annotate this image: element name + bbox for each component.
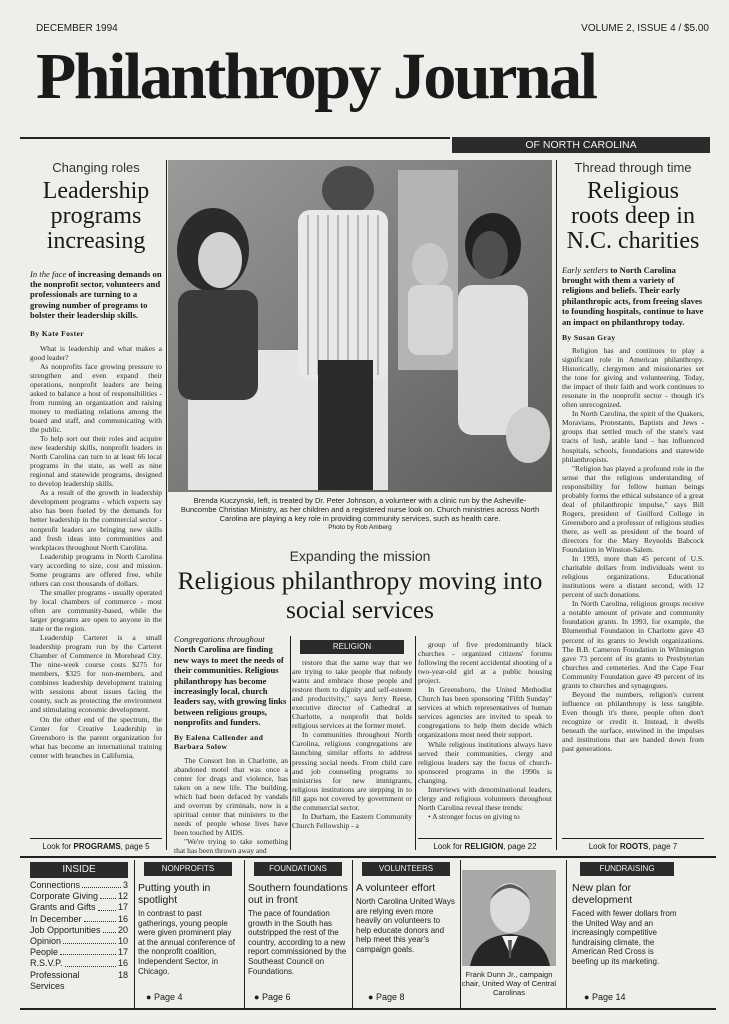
index-page: 16 bbox=[117, 958, 128, 969]
teaser-page[interactable]: ● Page 8 bbox=[368, 992, 405, 1002]
left-paragraph: The smaller programs - usually operated by local chambers of commerce - most often are community-based, while the larger programs are open to anyone in the state or the region. bbox=[30, 587, 162, 634]
teaser-tag: FUNDRAISING bbox=[580, 862, 674, 876]
left-story bbox=[30, 160, 162, 784]
index-page: 20 bbox=[117, 924, 128, 935]
index-label: R.S.V.P. bbox=[30, 958, 63, 969]
right-jump bbox=[562, 838, 704, 851]
index-item[interactable] bbox=[30, 936, 128, 947]
right-paragraph: In 1993, more than 45 percent of U.S. charitable dollars from individuals went to religious organizations. Educational institutions were a distant second, with 12 percent of such donations. bbox=[562, 554, 704, 600]
left-paragraph: As nonprofits face growing pressure to strengthen and even expand their operations, nonprofit leaders are being asked to balance a host of responsibilities - from running an organization and raising money to mediating relations among the board and staff, and communicating with the public. bbox=[30, 361, 162, 435]
index-label: People bbox=[30, 947, 59, 958]
photo-credit: Photo by Rob Amberg bbox=[328, 524, 392, 531]
clinic-photo bbox=[168, 160, 552, 492]
jump-label: Look for bbox=[42, 842, 74, 851]
index-item[interactable] bbox=[30, 970, 128, 992]
center-paragraph: • A stronger focus on giving to bbox=[428, 811, 520, 821]
right-paragraph: In North Carolina, the spirit of the Quakers, Moravians, Protestants, Baptists and Jews - groups that settled much of the state's vast tracts of lush, arable land - has influenced hospitals, schools, foundations and statewide philanthropists. bbox=[562, 409, 704, 464]
religion-tag: RELIGION bbox=[300, 640, 404, 654]
index-label: Opinion bbox=[30, 936, 62, 947]
teaser-headline: New plan for development bbox=[572, 882, 633, 906]
jump-section: PROGRAMS bbox=[73, 842, 121, 851]
left-jump bbox=[30, 838, 162, 851]
inside-list bbox=[30, 880, 128, 992]
right-paragraph: Religion has and continues to play a significant role in American philanthropy. Historically, clergymen and missionaries set the tone for giving and volunteering. Today, the impact of their faith and work continues to resonate in the nonprofit sector - though it's often unrecognized. bbox=[562, 346, 704, 410]
center-paragraph: While religious institutions always have served their communities, clergy and religious leaders say the focus of church-sponsored programs in the 1990s is changing. bbox=[418, 739, 552, 785]
teaser-body: Faced with fewer dollars from the United Way and an increasingly competitive fundraising climate, the American Red Cross is beefing up its marketing. bbox=[572, 909, 677, 966]
center-deck-lead: Congregations throughout bbox=[174, 634, 265, 644]
index-page: 12 bbox=[117, 891, 128, 902]
index-label: In December bbox=[30, 913, 82, 924]
index-page: 17 bbox=[117, 902, 128, 913]
jump-section: ROOTS bbox=[619, 842, 649, 851]
teaser-page-text: Page 8 bbox=[375, 992, 405, 1002]
teaser-tag: VOLUNTEERS bbox=[362, 862, 450, 876]
inside-title: INSIDE bbox=[30, 862, 128, 878]
left-byline: By Kate Foster bbox=[30, 328, 84, 338]
left-paragraph: Leadership programs in North Carolina vary according to size, cost and mission. Some programs are offered free, while others can cost thousands of dollars. bbox=[30, 551, 162, 588]
clinic-photo-art bbox=[168, 160, 552, 492]
left-paragraph: What is leadership and what makes a good leader? bbox=[30, 343, 162, 362]
center-col-1 bbox=[174, 634, 288, 856]
index-item[interactable] bbox=[30, 925, 128, 936]
center-col2-body bbox=[292, 658, 412, 848]
right-paragraph: In North Carolina, religious groups receive a notable amount of private and community foundation grants. In 1993, for example, the Blumenthal Foundation in Charlotte gave 43 percent of its grants to Jewish organizations. The B.B. Cameron Foundation in Wilmington gave 73 percent of its grants to Presbyterian churches and cemeteries. And the Cape Fear Community Foundation gave 49 percent of its grants to churches and synagogues. bbox=[562, 599, 704, 690]
center-col-2 bbox=[292, 640, 412, 848]
teaser-volunteers[interactable] bbox=[356, 862, 456, 955]
right-paragraph: "Religion has played a profound role in the sense that the religious understanding of responsibility for fellow human beings probably forms the ethical substance of a great deal of philanthropic impulse," says Bill Rogers, president of Guilford College in Greensboro and a professor of religious studies there, as well as president of the board of directors for the Mary Reynolds Babcock Foundation in Winston-Salem. bbox=[562, 463, 704, 555]
inside-index bbox=[30, 862, 128, 992]
center-kicker: Expanding the mission bbox=[289, 548, 431, 564]
center-paragraph: The Consort Inn in Charlotte, an abandoned motel that was once a center for drugs and violence, has taken on a new life. The building, which had been defaced by vandals and overrun by criminals, now is a spiritual center that ministers to the needs of people whose lives have been touched by AIDS. bbox=[174, 755, 288, 838]
masthead-title: Philanthropy Journal bbox=[36, 40, 596, 113]
volume-price: VOLUME 2, ISSUE 4 / $5.00 bbox=[581, 23, 709, 34]
center-paragraph: In Greensboro, the United Methodist Church has been sponsoring "Fifth Sunday" services at which representatives of human services agencies are invited to speak to congregations to help them decide which organizations most need their support. bbox=[418, 685, 552, 740]
teaser-tag: NONPROFITS bbox=[144, 862, 232, 876]
strip-divider bbox=[134, 860, 135, 1008]
column-divider bbox=[556, 160, 557, 850]
photo-caption bbox=[180, 496, 540, 532]
jump-page: , page 22 bbox=[503, 842, 537, 851]
region-bar: OF NORTH CAROLINA bbox=[452, 137, 710, 153]
index-dots bbox=[100, 891, 116, 899]
index-dots bbox=[98, 902, 116, 910]
index-label: Professional Services bbox=[30, 969, 80, 991]
center-deck bbox=[174, 634, 288, 728]
strip-divider bbox=[244, 860, 245, 1008]
left-deck-lead: In the face bbox=[30, 268, 67, 279]
teaser-foundations[interactable] bbox=[248, 862, 348, 976]
teaser-headline: A volunteer effort bbox=[356, 882, 436, 894]
column-divider bbox=[166, 160, 167, 850]
index-item[interactable] bbox=[30, 880, 128, 891]
right-body bbox=[562, 346, 704, 778]
center-jump bbox=[418, 838, 552, 851]
center-byline: By Ealena Callender and Barbara Solow bbox=[174, 732, 264, 751]
jump-page: , page 7 bbox=[648, 842, 678, 851]
center-col3-body bbox=[418, 640, 552, 835]
strip-divider bbox=[352, 860, 353, 1008]
index-item[interactable] bbox=[30, 958, 128, 969]
column-divider bbox=[290, 636, 291, 850]
right-deck-rest: to North Carolina brought with them a variety of religions and beliefs. Their early philanthropic acts, from freeing slaves to founding hospitals, continue to have an impact on philanthropy today. bbox=[562, 264, 704, 327]
right-story bbox=[562, 160, 704, 778]
right-kicker: Thread through time bbox=[574, 160, 692, 175]
index-dots bbox=[82, 880, 121, 888]
index-item[interactable] bbox=[30, 891, 128, 902]
index-item[interactable] bbox=[30, 947, 128, 958]
teaser-headline: Southern foundations out in front bbox=[248, 882, 348, 906]
index-page: 10 bbox=[117, 936, 128, 947]
left-kicker: Changing roles bbox=[52, 160, 140, 175]
teaser-page[interactable]: ● Page 4 bbox=[146, 992, 183, 1002]
center-headline: Religious philanthropy moving into social services bbox=[177, 566, 543, 624]
jump-page: , page 5 bbox=[120, 842, 150, 851]
teaser-body: North Carolina United Ways are relying even more heavily on volunteers to help educate donors and help meet this year's campaign goals. bbox=[356, 897, 455, 954]
portrait-caption: Frank Dunn Jr., campaign chair, United Way of Central Carolinas bbox=[461, 970, 557, 997]
teaser-page[interactable]: ● Page 6 bbox=[254, 992, 291, 1002]
index-label: Connections bbox=[30, 880, 81, 890]
center-paragraph: restore that the same way that we are trying to take people that nobody wants and embrace those people and restore them to dignity and self-esteem and productivity," says Jerry Reese, executive director of Cathedral at Charlotte, a nonprofit that holds religious services at the former motel. bbox=[292, 658, 412, 731]
index-dots bbox=[60, 947, 116, 955]
index-item[interactable] bbox=[30, 902, 128, 913]
index-dots bbox=[65, 958, 116, 966]
jump-section: RELIGION bbox=[464, 842, 504, 851]
index-label: Job Opportunities bbox=[30, 924, 101, 935]
teaser-page-text: Page 14 bbox=[591, 992, 626, 1002]
index-dots bbox=[84, 914, 116, 922]
right-byline: By Susan Gray bbox=[562, 333, 616, 342]
index-page: 17 bbox=[117, 947, 128, 958]
center-col-3 bbox=[418, 640, 552, 835]
center-paragraph: Interviews with denominational leaders, clergy and religious volunteers throughout North Carolina reveal these trends: bbox=[418, 784, 552, 812]
bottom-strip-rule bbox=[20, 856, 716, 858]
left-paragraph: As a result of the growth in leadership development programs - which experts say also has been fueled by the demands for better leadership in the commercial sector - nonprofit leaders are bringing new skills and fresh ideas into communities and workplaces throughout North Carolina. bbox=[30, 488, 162, 552]
strip-divider bbox=[566, 860, 567, 1008]
teaser-headline: Putting youth in spotlight bbox=[138, 882, 211, 906]
center-deck-rest: North Carolina are finding new ways to meet the needs of their communities. Religious philanthropy has become increasingly local, church leaders say, with growing links between religious groups, nonprofits and funders. bbox=[174, 644, 287, 728]
teaser-body: The pace of foundation growth in the South has outstripped the rest of the country, according to a new report commissioned by the Southeast Council on Foundations. bbox=[248, 909, 347, 976]
index-page: 16 bbox=[117, 913, 128, 924]
teaser-page-text: Page 6 bbox=[261, 992, 291, 1002]
left-paragraph: Leadership Carteret is a small leadership program run by the Carteret Chamber of Commerce in Morehead City. The nine-week course costs $275 for members, $325 for non-members, and combines leadership development training with sessions about issues facing the county, such as protecting the environment and stimulating economic development. bbox=[30, 633, 162, 715]
strip-divider bbox=[460, 860, 461, 1008]
left-deck-rest: of increasing demands on the nonprofit sector, volunteers and professionals are turning to a growing number of programs to bolster their leadership skills. bbox=[30, 268, 162, 321]
teaser-page-text: Page 4 bbox=[153, 992, 183, 1002]
center-paragraph: In Durham, the Eastern Community Church Fellowship - a bbox=[292, 811, 412, 830]
right-headline: Religious roots deep in N.C. charities bbox=[566, 178, 700, 255]
teaser-tag: FOUNDATIONS bbox=[254, 862, 342, 876]
teaser-nonprofits[interactable] bbox=[138, 862, 238, 976]
teaser-body: In contrast to past gatherings, young people were given prominent play at the annual conference of the nonprofit coalition, Independent Sector, in Chicago. bbox=[138, 909, 235, 976]
jump-label: Look for bbox=[588, 842, 620, 851]
index-page: 3 bbox=[122, 880, 128, 890]
left-paragraph: To help sort out their roles and acquire new leadership skills, nonprofit leaders in North Carolina can turn to at least 66 local programs in the state, as well as nine regional and statewide programs, designed to develop leadership skills. bbox=[30, 434, 162, 489]
left-deck bbox=[30, 269, 162, 321]
portrait-art bbox=[462, 870, 556, 966]
center-col1-body bbox=[174, 755, 288, 856]
issue-date: DECEMBER 1994 bbox=[36, 23, 118, 34]
index-page: 18 bbox=[117, 969, 128, 980]
index-label: Corporate Giving bbox=[30, 891, 99, 902]
masthead-rule bbox=[20, 137, 450, 139]
index-dots bbox=[63, 936, 116, 944]
center-paragraph: group of five predominantly black churches - organized citizens' forums following the recent accidental shooting of a two-year-old girl at a public housing project. bbox=[418, 640, 552, 686]
index-item[interactable] bbox=[30, 914, 128, 925]
portrait-photo bbox=[462, 870, 556, 966]
right-deck-lead: Early settlers bbox=[562, 264, 609, 275]
jump-label: Look for bbox=[433, 842, 465, 851]
teaser-page[interactable]: ● Page 14 bbox=[584, 992, 626, 1002]
left-body bbox=[30, 344, 162, 784]
right-paragraph: Beyond the numbers, religion's current influence on philanthropy is less tangible. Even though it's there, people often don't recognize or credit it. Instead, it dwells beneath the surface, entwined in the impulses and institutions that are handed down from past generations. bbox=[562, 689, 704, 754]
left-headline: Leadership programs increasing bbox=[42, 178, 150, 255]
center-paragraph: In communities throughout North Carolina, religious congregations are launching similar efforts to address pressing social needs. From child care and job counseling programs to ministries for new immigrants, religious institutions are stepping in to fill gaps not covered by government or the commercial sector. bbox=[292, 730, 412, 812]
bottom-rule bbox=[20, 1008, 716, 1010]
index-label: Grants and Gifts bbox=[30, 902, 96, 913]
right-deck bbox=[562, 265, 704, 327]
teaser-fundraising[interactable] bbox=[572, 862, 682, 967]
column-divider bbox=[415, 636, 416, 850]
center-paragraph: "We're trying to take something that has been thrown away and bbox=[174, 837, 288, 856]
left-paragraph: On the other end of the spectrum, the Center for Creative Leadership in Greensboro is the parent organization for what has become an international training center with branches in California, bbox=[30, 714, 162, 760]
index-dots bbox=[103, 925, 116, 933]
photo-caption-text: Brenda Kuczynski, left, is treated by Dr. Peter Johnson, a volunteer with a clinic run by the Asheville-Buncombe Christian Ministry, as her children and a registered nurse look on. Church ministries across North Carolina are playing a key role in providing community services, such as health care. bbox=[180, 496, 540, 523]
